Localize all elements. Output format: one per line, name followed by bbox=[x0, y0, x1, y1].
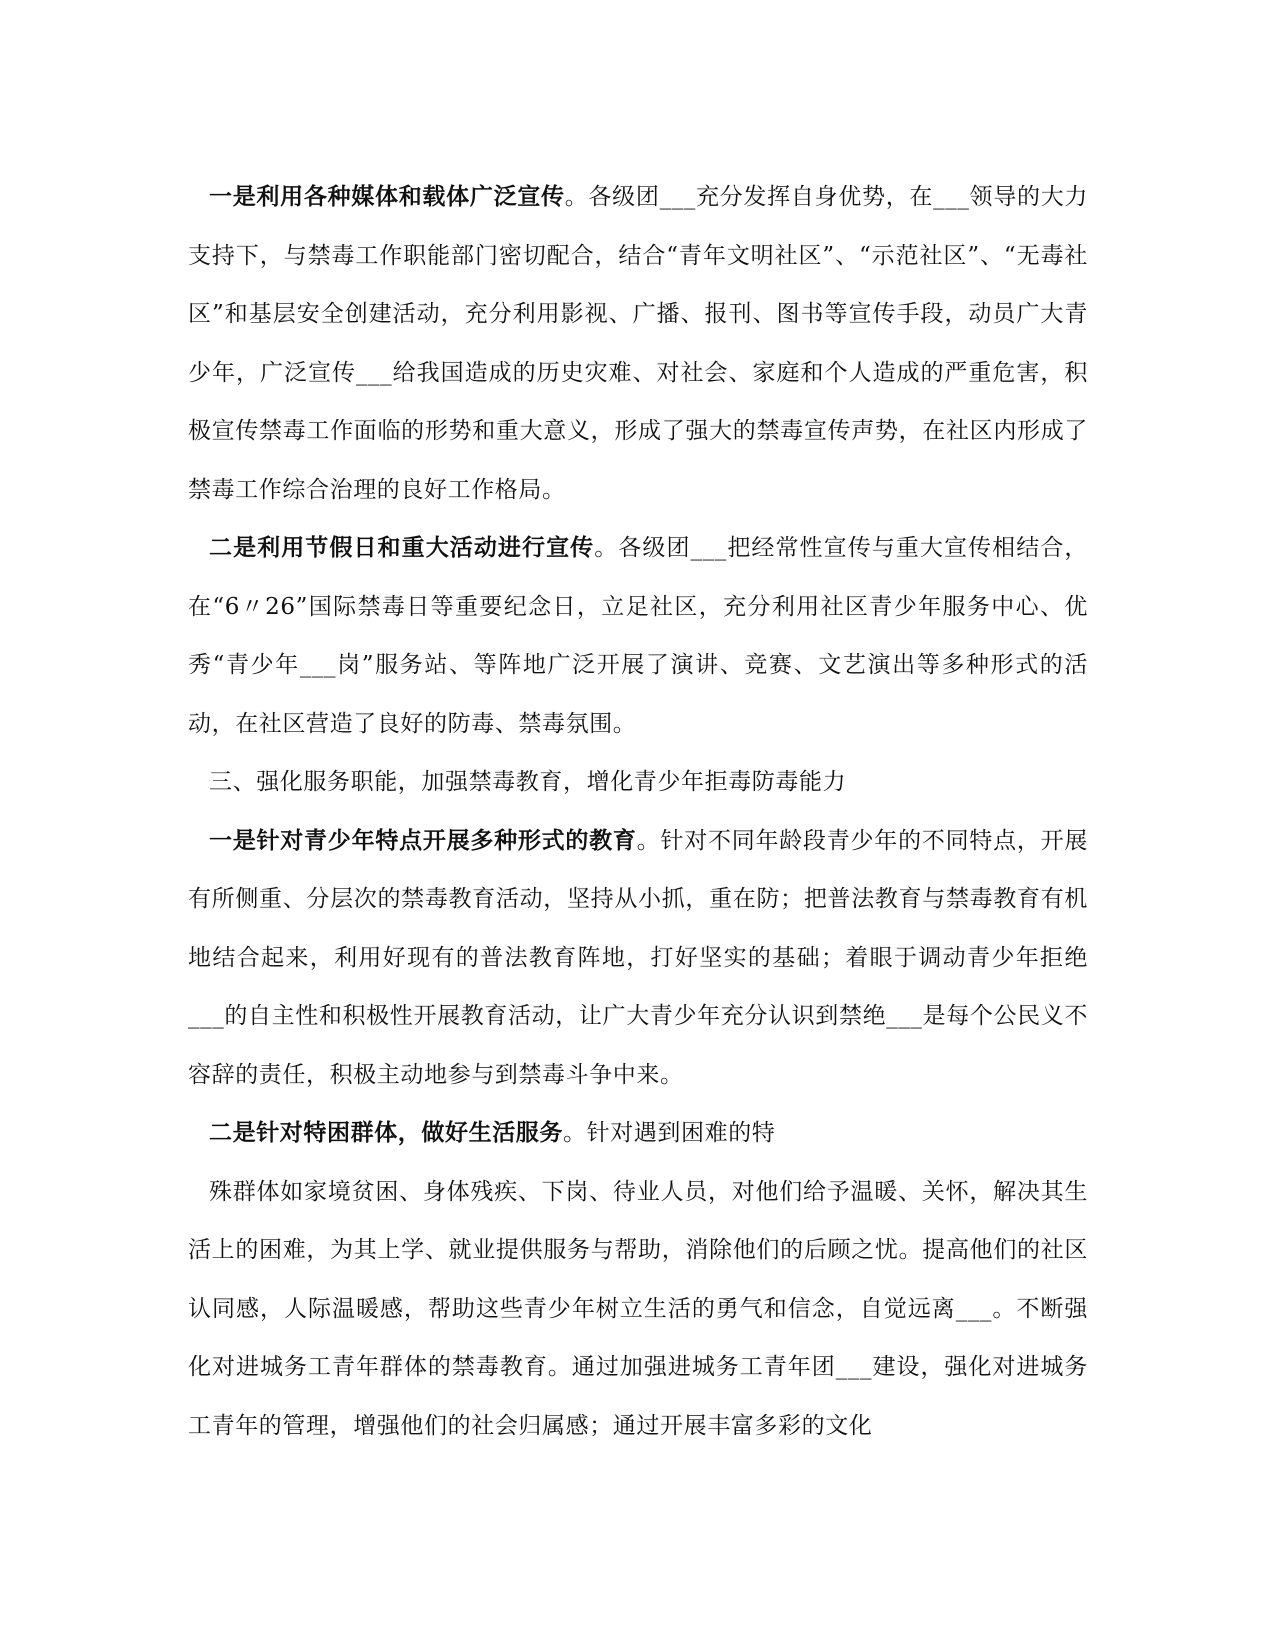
paragraph-youth-education bbox=[188, 812, 1088, 1105]
paragraph-support-services bbox=[188, 1163, 1088, 1456]
paragraph-lead: 二是针对特困群体，做好生活服务 bbox=[209, 1119, 563, 1146]
paragraph-text: 。各级团___充分发挥自身优势，在___领导的大力支持下，与禁毒工作职能部门密切配合，结合“青年文明社区”、“示范社区”、“无毒社区”和基层安全创建活动，充分利用影视、广播、报刊、图书等宣传手段，动员广大青少年，广泛宣传___给我国造成的历史灾难、对社会、家庭和个人造成的严重危害，积极宣传禁毒工作面临的形势和重大意义，形成了强大的禁毒宣传声势，在社区内形成了禁毒工作综合治理的良好工作格局。 bbox=[188, 184, 1089, 503]
paragraph-media-publicity bbox=[188, 168, 1088, 519]
section-heading bbox=[188, 753, 1088, 812]
paragraph-text: 。针对遇到困难的特 bbox=[563, 1120, 776, 1146]
paragraph-text: 三、强化服务职能，加强禁毒教育，增化青少年拒毒防毒能力 bbox=[209, 769, 847, 795]
paragraph-lead: 一是针对青少年特点开展多种形式的教育 bbox=[209, 826, 637, 854]
paragraph-lead: 二是利用节假日和重大活动进行宣传 bbox=[209, 534, 595, 561]
paragraph-text: 殊群体如家境贫困、身体残疾、下岗、待业人员，对他们给予温暖、关怀，解决其生活上的困难，为其上学、就业提供服务与帮助，消除他们的后顾之忧。提高他们的社区认同感，人际温暖感，帮助这些青少年树立生活的勇气和信念，自觉远离___。不断强化对进城务工青年群体的禁毒教育。通过加强进城务工青年团___建设，强化对进城务工青年的管理，增强他们的社会归属感；通过开展丰富多彩的文化 bbox=[188, 1178, 1088, 1439]
paragraph-special-groups bbox=[188, 1104, 1088, 1163]
document-body bbox=[188, 168, 1088, 1455]
paragraph-text: 。针对不同年龄段青少年的不同特点，开展有所侧重、分层次的禁毒教育活动，坚持从小抓，重在防；把普法教育与禁毒教育有机地结合起来，利用好现有的普法教育阵地，打好坚实的基础；着眼于调动青少年拒绝___的自主性和积极性开展教育活动，让广大青少年充分认识到禁绝___是每个公民义不容辞的责任，积极主动地参与到禁毒斗争中来。 bbox=[188, 827, 1088, 1088]
paragraph-lead: 一是利用各种媒体和载体广泛宣传 bbox=[209, 183, 565, 210]
paragraph-text: 。各级团___把经常性宣传与重大宣传相结合，在“6〃26”国际禁毒日等重要纪念日，立足社区，充分利用社区青少年服务中心、优秀“青少年___岗”服务站、等阵地广泛开展了演讲、竞赛、文艺演出等多种形式的活动，在社区营造了良好的防毒、禁毒氛围。 bbox=[188, 535, 1088, 737]
paragraph-holiday-publicity bbox=[188, 519, 1088, 753]
